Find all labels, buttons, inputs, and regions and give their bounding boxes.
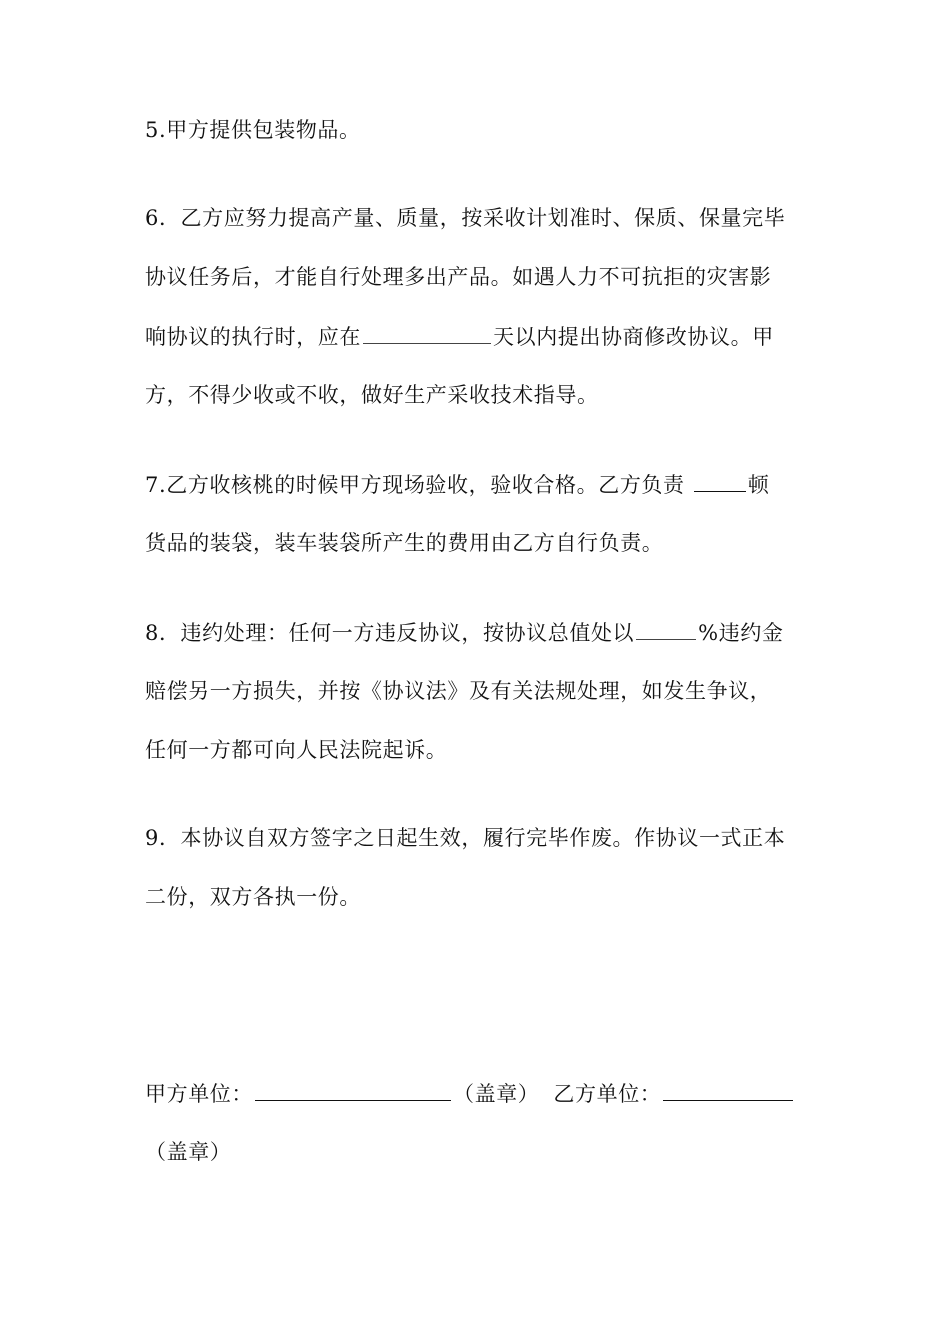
signature-line [145,1078,805,1109]
clause-7-line-1 [145,469,805,500]
clause-6-line-2: 协议任务后，才能自行处理多出产品。如遇人力不可抗拒的灾害影 [145,265,772,289]
clause-7-line-2: 货品的装袋，装车装袋所产生的费用由乙方自行负责。 [145,531,664,555]
clause-8-line-1-text-before: 8．违约处理：任何一方违反协议，按协议总值处以 [145,621,635,645]
clause-6-line-3 [145,321,805,352]
party-a-unit-field[interactable] [255,1078,451,1101]
clause-8-line-1 [145,617,805,648]
clause-6-line-4: 方，不得少收或不收，做好生产采收技术指导。 [145,383,599,407]
clause-8-line-2: 赔偿另一方损失，并按《协议法》及有关法规处理，如发生争议， [145,679,772,703]
clause-5-line-1: 5.甲方提供包装物品。 [145,118,361,142]
clause-8-line-3: 任何一方都可向人民法院起诉。 [145,738,448,762]
clause-6-line-1: 6．乙方应努力提高产量、质量，按采收计划准时、保质、保量完毕 [145,206,786,230]
party-a-label: 甲方单位： [145,1082,253,1106]
clause-8-line-1-text-after: %违约金 [698,621,784,645]
party-b-unit-field[interactable] [663,1078,793,1101]
clause-9-line-2: 二份，双方各执一份。 [145,885,361,909]
penalty-percent-blank-field[interactable] [636,617,696,640]
clause-6-line-3-text-after: 天以内提出协商修改协议。甲 [493,325,774,349]
seal-a-label: （盖章） [453,1082,540,1106]
clause-7-line-1-text-after: 顿 [747,473,770,497]
tonnage-blank-field[interactable] [694,469,746,492]
clause-6-line-3-text-before: 响协议的执行时，应在 [145,325,361,349]
party-b-label: 乙方单位： [553,1082,662,1106]
days-blank-field[interactable] [363,321,491,344]
clause-9-line-1: 9．本协议自双方签字之日起生效，履行完毕作废。作协议一式正本 [145,826,786,850]
seal-b-label: （盖章） [145,1140,232,1164]
clause-7-line-1-text-before: 7.乙方收核桃的时候甲方现场验收，验收合格。乙方负责 [145,473,692,497]
